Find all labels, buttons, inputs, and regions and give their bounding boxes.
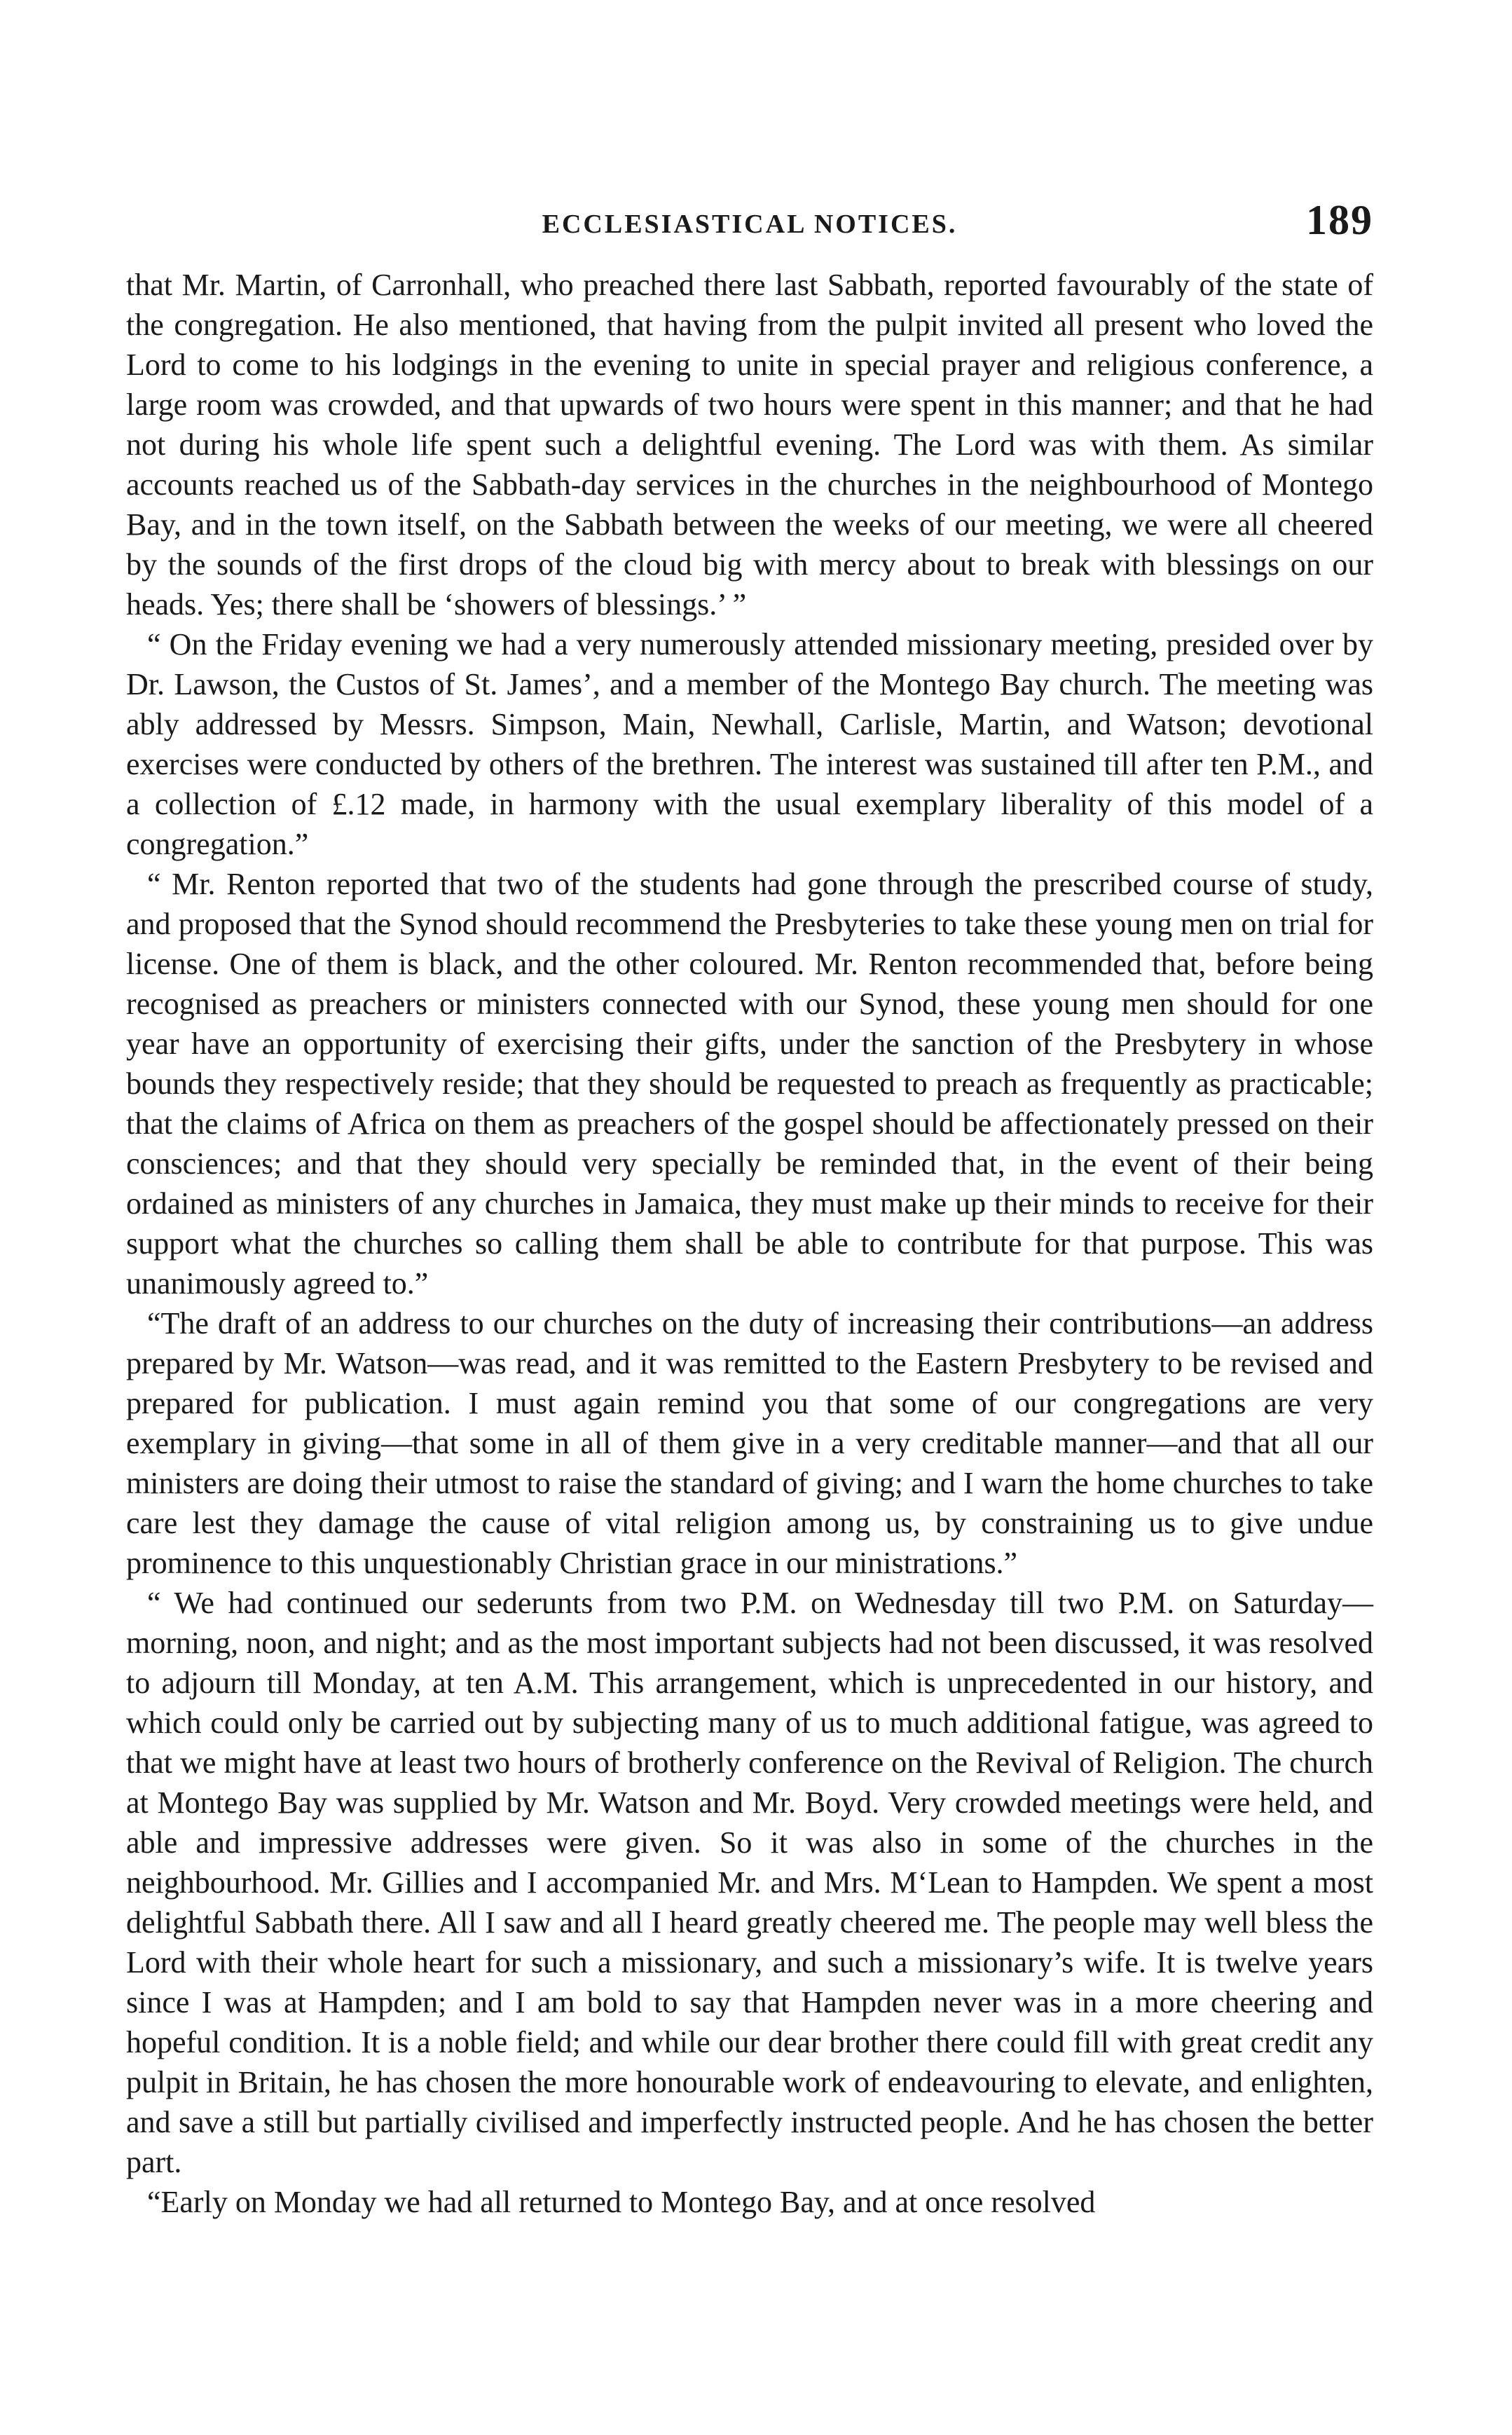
running-title: ECCLESIASTICAL NOTICES. <box>542 210 958 239</box>
paragraph-monday: “Early on Monday we had all returned to Montego Bay, and at once resolved <box>147 2185 1096 2219</box>
running-head <box>126 196 1373 259</box>
paragraph-address-draft: “The draft of an address to our churches on the duty of increasing their contributions—an address prepared by Mr. Watson—was read, and it was remitted to the Eastern Presbytery to be revised and prepared for publication. I must again remind you that some of our congregations are very exemplary in giving—that some in all of them give in a very creditable manner—and that all our ministers are doing their utmost to raise the standard of giving; and I warn the home churches to take care lest they damage the cause of vital religion among us, by constraining us to give undue prominence to this unquestionably Christian grace in our ministrations.” <box>126 1306 1373 1580</box>
paragraph-sederunts: “ We had continued our sederunts from two P.M. on Wednesday till two P.M. on Saturday—morning, noon, and night; and as the most important subjects had not been discussed, it was resolved to adjourn till Monday, at ten A.M. This arrangement, which is unprecedented in our history, and which could only be carried out by subjecting many of us to much additional fatigue, was agreed to that we might have at least two hours of brotherly conference on the Revival of Religion. The church at Montego Bay was supplied by Mr. Watson and Mr. Boyd. Very crowded meetings were held, and able and impressive addresses were given. So it was also in some of the churches in the neighbourhood. Mr. Gillies and I accompanied Mr. and Mrs. M‘Lean to Hampden. We spent a most delightful Sabbath there. All I saw and all I heard greatly cheered me. The people may well bless the Lord with their whole heart for such a missionary, and such a missionary’s wife. It is twelve years since I was at Hampden; and I am bold to say that Hampden never was in a more cheering and hopeful condition. It is a noble field; and while our dear brother there could fill with great credit any pulpit in Britain, he has chosen the more honourable work of endeavouring to elevate, and enlighten, and save a still but partially civilised and imperfectly instructed people. And he has chosen the better part. <box>126 1586 1373 2179</box>
paragraph-continuation: that Mr. Martin, of Carronhall, who preached there last Sabbath, reported favourably of the state of the congregation. He also mentioned, that having from the pulpit invited all present who loved the Lord to come to his lodgings in the evening to unite in special prayer and religious conference, a large room was crowded, and that upwards of two hours were spent in this manner; and that he had not during his whole life spent such a delightful evening. The Lord was with them. As similar accounts reached us of the Sabbath-day services in the churches in the neighbourhood of Montego Bay, and in the town itself, on the Sabbath between the weeks of our meeting, we were all cheered by the sounds of the first drops of the cloud big with mercy about to break with blessings on our heads. Yes; there shall be ‘showers of blessings.’ ” <box>126 268 1373 622</box>
paragraph-missionary-meeting: “ On the Friday evening we had a very numerously attended missionary meeting, presided over by Dr. Lawson, the Custos of St. James’, and a member of the Montego Bay church. The meeting was ably addressed by Messrs. Simpson, Main, Newhall, Carlisle, Martin, and Watson; devotional exercises were conducted by others of the brethren. The interest was sustained till after ten P.M., and a collection of £.12 made, in harmony with the usual exemplary liberality of this model of a congregation.” <box>126 627 1373 861</box>
body-text <box>126 265 1373 2222</box>
page-number: 189 <box>1306 197 1373 243</box>
paragraph-students-report: “ Mr. Renton reported that two of the students had gone through the prescribed course of study, and proposed that the Synod should recommend the Presbyteries to take these young men on trial for license. One of them is black, and the other coloured. Mr. Renton recommended that, before being recognised as preachers or ministers connected with our Synod, these young men should for one year have an opportunity of exercising their gifts, under the sanction of the Presbytery in whose bounds they respectively reside; that they should be requested to preach as frequently as practicable; that the claims of Africa on them as preachers of the gospel should be affectionately pressed on their consciences; and that they should very specially be reminded that, in the event of their being ordained as ministers of any churches in Jamaica, they must make up their minds to receive for their support what the churches so calling them shall be able to contribute for that purpose. This was unanimously agreed to.” <box>126 867 1373 1301</box>
book-page <box>126 196 1373 2368</box>
